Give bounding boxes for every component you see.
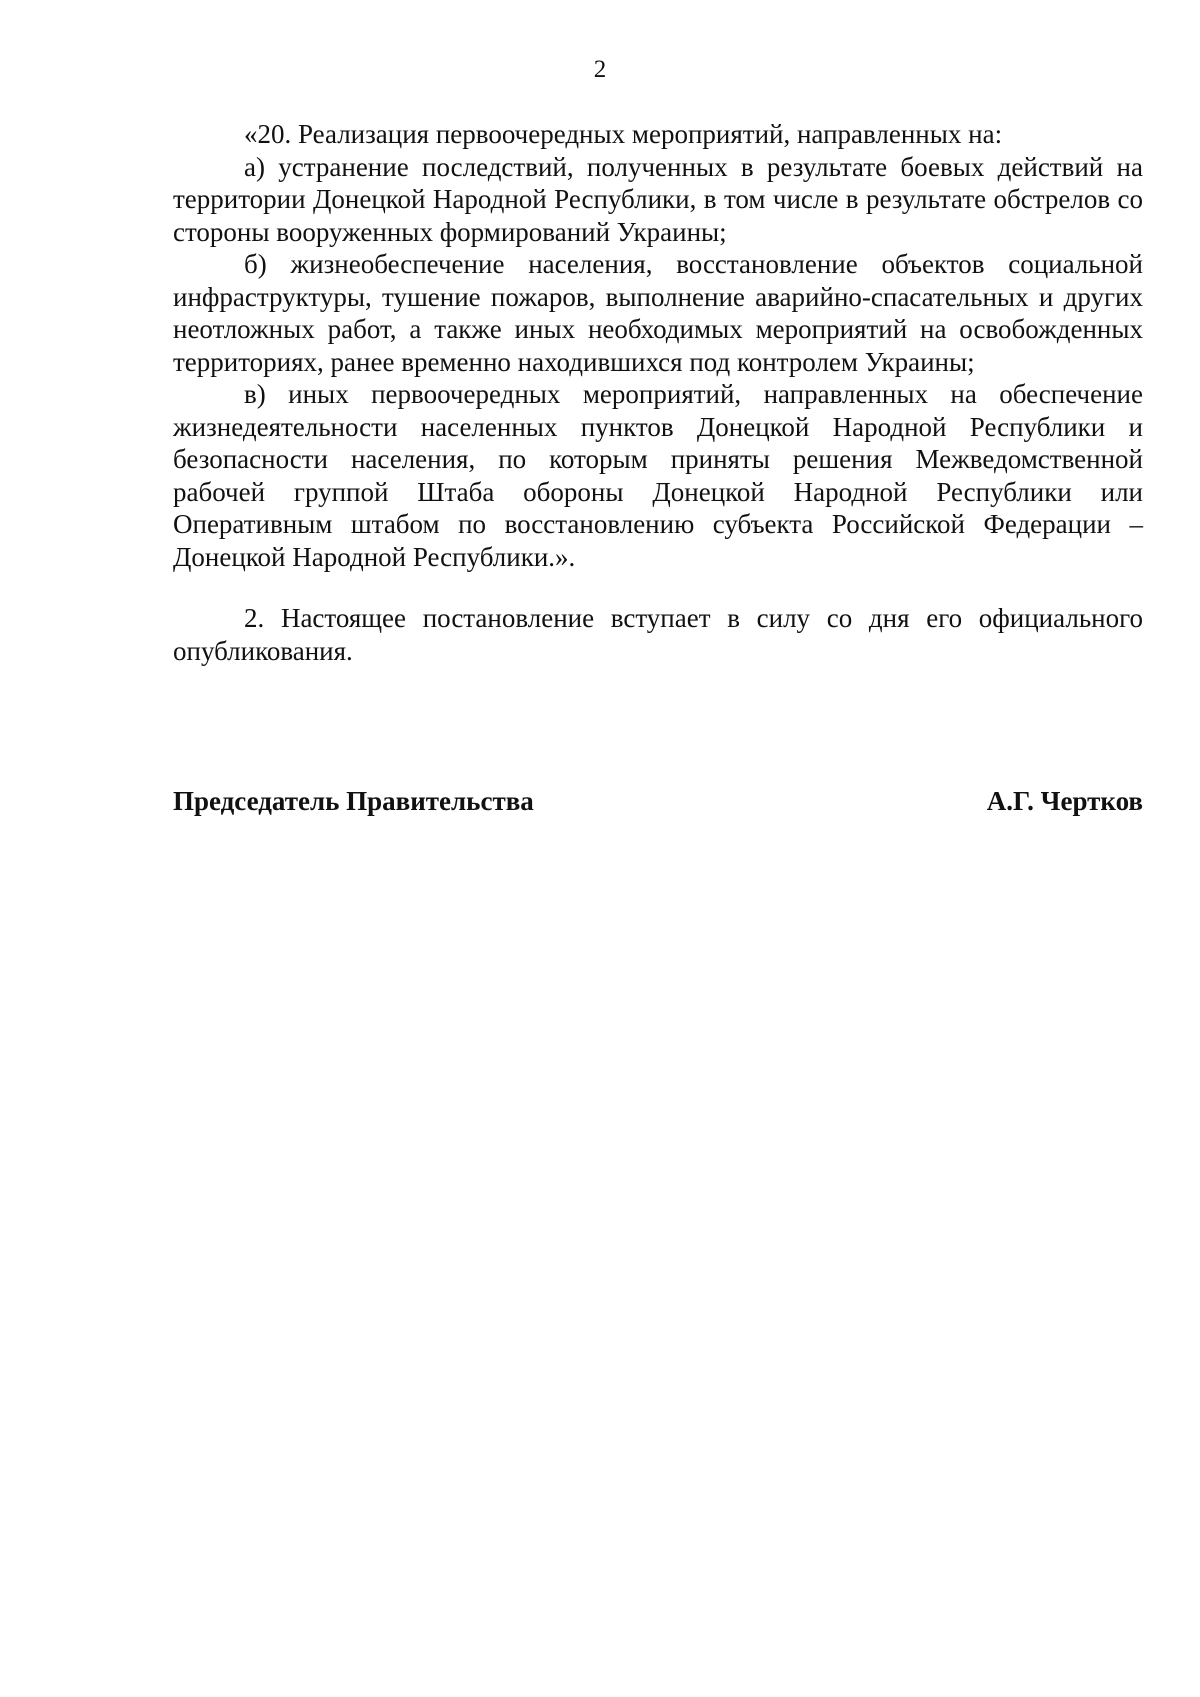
paragraph-subitem-a: а) устранение последствий, полученных в результате боевых действий на территории Донецкой Народной Республики, в том числе в результате обстрелов со стороны вооруженных формирований Украины;: [173, 151, 1143, 247]
paragraph-item-20-intro: «20. Реализация первоочередных мероприятий, направленных на:: [244, 119, 1003, 149]
paragraph-subitem-v: в) иных первоочередных мероприятий, направленных на обеспечение жизнедеятельности населенных пунктов Донецкой Народной Республики и безопасности населения, по которым приняты решения Межведомственной рабочей группой Штаба обороны Донецкой Народной Республики или Оперативным штабом по восстановлению субъекта Российской Федерации – Донецкой Народной Республики.».: [173, 379, 1143, 572]
paragraph-subitem-b: б) жизнеобеспечение населения, восстановление объектов социальной инфраструктуры, тушение пожаров, выполнение аварийно-спасательных и других неотложных работ, а также иных необходимых мероприятий на освобожденных территориях, ранее временно находившихся под контролем Украины;: [173, 249, 1143, 377]
signatory-name: А.Г. Чертков: [986, 786, 1143, 816]
signatory-title: Председатель Правительства: [173, 786, 534, 816]
paragraph-item-2-effective-date: 2. Настоящее постановление вступает в силу со дня его официального опубликования.: [173, 603, 1143, 666]
page-number: 2: [593, 56, 607, 83]
document-body: [173, 118, 1143, 667]
